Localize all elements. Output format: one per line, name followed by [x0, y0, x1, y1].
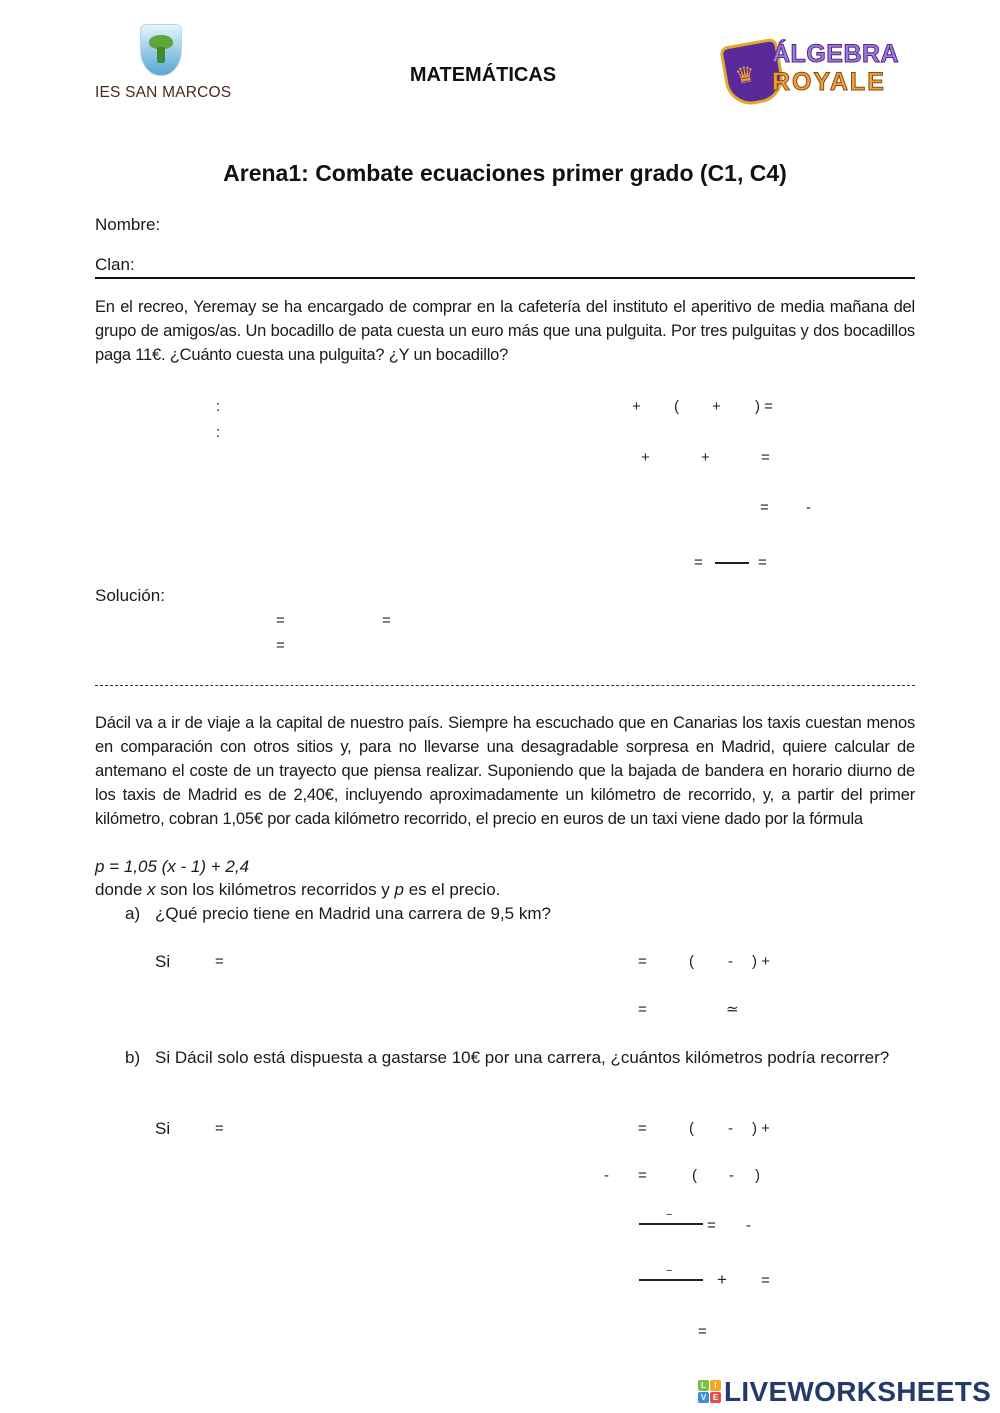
p1-colon-1: :	[216, 398, 221, 415]
p1-variable-def-2-input[interactable]	[228, 422, 408, 444]
where-suffix: es el precio.	[404, 880, 501, 899]
part-b-r4-plus: +	[717, 1270, 727, 1289]
part-a-si: Si	[155, 952, 171, 971]
page-title: Arena1: Combate ecuaciones primer grado (C1, C4)	[223, 160, 787, 186]
part-a-r1-open: (	[689, 953, 694, 970]
part-b-r3-numerator-minus: −	[666, 1209, 673, 1221]
part-b-question: Si Dácil solo está dispuesta a gastarse 10€ por una carrera, ¿cuántos kilómetros podría recorrer?	[155, 1048, 890, 1067]
p1-colon-2: :	[216, 424, 221, 441]
part-b-r3-eq: =	[707, 1217, 716, 1234]
p1-r4-eq-1: =	[694, 554, 703, 571]
clan-input[interactable]	[140, 252, 915, 276]
p1-variable-def-1-input[interactable]	[228, 396, 408, 418]
solution-label: Solución:	[95, 586, 165, 605]
part-b-r1-eq: =	[638, 1120, 647, 1137]
part-a-marker: a)	[125, 904, 141, 923]
formula-explanation	[95, 878, 500, 902]
var-p: p	[394, 880, 404, 899]
solution-eq-3: =	[276, 637, 285, 654]
liveworksheets-text: LIVEWORKSHEETS	[724, 1376, 992, 1407]
p1-r1-open-paren: (	[674, 398, 679, 415]
part-a-r1-eq: =	[638, 953, 647, 970]
p1-r3-minus: -	[806, 499, 811, 516]
part-b-r4-eq: =	[761, 1272, 770, 1289]
part-b-r4-fraction-bar	[639, 1279, 703, 1281]
grid-letter-e: E	[710, 1392, 721, 1403]
liveworksheets-brand	[698, 1376, 998, 1408]
part-b-r3-fraction-bar	[639, 1223, 703, 1225]
part-a-question: ¿Qué precio tiene en Madrid una carrera de 9,5 km?	[155, 904, 551, 923]
part-b-r2-minus2: -	[729, 1167, 734, 1184]
part-b-si: Si	[155, 1119, 171, 1138]
header-divider	[95, 277, 915, 279]
part-b-marker: b)	[125, 1048, 141, 1067]
part-b-r2-close: )	[755, 1167, 760, 1184]
name-label: Nombre:	[95, 215, 161, 234]
part-b-r4-numerator-minus: −	[666, 1265, 673, 1277]
solution-eq-1: =	[276, 612, 285, 629]
part-b-r5-eq: =	[698, 1323, 707, 1340]
section-divider	[95, 685, 915, 686]
grid-letter-l: L	[698, 1380, 709, 1391]
subject-heading: MATEMÁTICAS	[409, 64, 557, 86]
p1-r1-close-eq: ) =	[755, 398, 773, 415]
p1-r1-plus-1: +	[632, 398, 641, 415]
p1-r4-eq-2: =	[758, 554, 767, 571]
clan-label: Clan:	[95, 255, 135, 274]
grid-letter-i: I	[710, 1380, 721, 1391]
part-b-r1-open: (	[689, 1120, 694, 1137]
problem2-statement: Dácil va a ir de viaje a la capital de nuestro país. Siempre ha escuchado que en Canarias los taxis cuestan menos en comparación con otros sitios y, para no llevarse una desagradable sorpresa en Madrid, quiere calcular de antemano el coste de un trayecto que piensa realizar. Suponiendo que la bajada de bandera en horario diurno de los taxis de Madrid es de 2,40€, incluyendo aproximadamente un kilómetro de recorrido, y, a partir del primer kilómetro, cobran 1,05€ por cada kilómetro recorrido, el precio en euros de un taxi viene dado por la fórmula	[95, 714, 915, 828]
where-mid: son los kilómetros recorridos y	[155, 880, 395, 899]
part-b-r2-minus: -	[604, 1167, 609, 1184]
part-b-eq: =	[215, 1120, 224, 1137]
school-name: IES SAN MARCOS	[95, 84, 232, 101]
p1-r2-eq: =	[761, 449, 770, 466]
part-a-r1-minus: -	[728, 953, 733, 970]
part-a-r2-eq: =	[638, 1001, 647, 1018]
part-b-r3-minus: -	[746, 1217, 751, 1234]
part-a-r2-approx: ≃	[726, 1001, 739, 1018]
part-b-r2-open: (	[692, 1167, 697, 1184]
p1-r2-plus-1: +	[641, 449, 650, 466]
liveworksheets-grid-icon	[698, 1380, 722, 1404]
tree-trunk	[157, 47, 165, 63]
problem1-statement: En el recreo, Yeremay se ha encargado de comprar en la cafetería del instituto el aperitivo de media mañana del grupo de amigos/as. Un bocadillo de pata cuesta un euro más que una pulguita. Por tres pulguitas y dos bocadillos paga 11€. ¿Cuánto cuesta una pulguita? ¿Y un bocadillo?	[95, 298, 915, 364]
var-x: x	[147, 880, 156, 899]
part-b-r1-close-plus: ) +	[752, 1120, 770, 1137]
part-a-r1-close-plus: ) +	[752, 953, 770, 970]
part-b-r2-eq: =	[638, 1167, 647, 1184]
where-prefix: donde	[95, 880, 147, 899]
name-input[interactable]	[170, 212, 915, 236]
logo-line2: ROYALE	[772, 68, 886, 96]
part-b-r1-minus: -	[728, 1120, 733, 1137]
part-a-eq: =	[215, 953, 224, 970]
p1-r3-eq: =	[760, 499, 769, 516]
crown-icon: ♛	[733, 60, 757, 89]
logo-line1: ÁLGEBRA	[772, 40, 900, 68]
grid-letter-v: V	[698, 1392, 709, 1403]
taxi-formula: p = 1,05 (x - 1) + 2,4	[95, 857, 250, 876]
solution-eq-2: =	[382, 612, 391, 629]
p1-r1-plus-2: +	[712, 398, 721, 415]
p1-r2-plus-2: +	[701, 449, 710, 466]
algebra-royale-logo	[722, 36, 900, 104]
p1-fraction-bar	[715, 562, 749, 564]
